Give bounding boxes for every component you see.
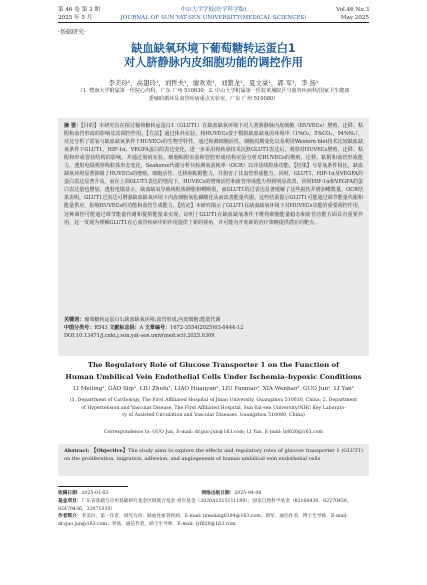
keywords-cn <box>64 316 363 324</box>
article-id-label: 文章编号： <box>144 325 171 331</box>
paper-title-cn <box>58 42 369 70</box>
abstract-en <box>58 444 369 466</box>
keywords-cn-text: 葡萄糖转运蛋白1;缺血缺氧环境;血管形成;内皮细胞;能量代谢 <box>84 317 221 323</box>
title-cn-line2: 对人脐静脉内皮细胞功能的调控作用 <box>123 56 303 69</box>
authors-cn: 李美玲¹，高翅玲¹，刘哲夫¹，廖欢欢¹，刘繁龙²，夏文豪¹，郭 军¹，李 扬¹ <box>108 79 319 87</box>
header-vol-no: Vol.46 No.3 <box>336 7 369 13</box>
header-month-year: May 2025 <box>340 15 369 21</box>
doi-line: DOI:10.13471/j.cnki.j.sun.yat-sen.univ(med.sci).2025.0309 <box>64 333 215 339</box>
fund-text: 广东省基础与应用基础研究基金区域联合基金-青年基金（2020A1515111199）；国家自然科学基金（82100430，82270456，82470436，32071335） <box>58 498 352 512</box>
abstract-cn-box <box>58 118 369 356</box>
dates-row <box>58 490 369 498</box>
affiliation-en <box>64 397 363 420</box>
abstract-en-label: Abstract: <box>64 448 90 454</box>
affiliation-en-line1: (1. Department of Cardiology, The First Affiliated Hospital of Jinan University, Guangzhou 510630, China; 2. Department <box>69 398 358 403</box>
header-volume-en <box>336 6 369 22</box>
header-journal-en: JOURNAL OF SUN YAT-SEN UNIVERSITY(MEDICAL SCIENCES) <box>120 15 307 21</box>
header-journal <box>58 6 369 22</box>
footnote-rule <box>58 486 128 487</box>
abstract-cn-text: 【目的】本研究旨在探讨葡萄糖转运蛋白1（GLUT1）在缺血缺氧环境下对人类脐静脉内皮细胞（HUVECs）增殖、迁移、粘附和血管形成的影响及其调控作用。【方法】通过体外实验，将HUVECs置于模拟缺血缺氧的环境中（1%O₂，5%CO₂，94%N₂），对比分析了常氧与缺血缺氧条件下HUVECs的生物学特性，通过检测细胞活性、细胞周期变化以及利用Western blot技术比较缺血缺氧条件下GLUT1、HIF-1α、VEGFA蛋白的表达变化，进一步采用将转染技术沉默GLUT1表达后，观察对HUVECs增殖、迁移、粘附和形成管状结构的影响，并通过划痕实验、细胞粘附实验和管腔形成结构实验分析对HUVECs的增殖、迁移、粘附和血管形成能力，透射电镜观察线粒体形态变化，Seahorse代谢分析仪检测氧消耗率（OCR）以评估线粒体功能。【结果】与常氧条件相比，缺血缺氧环境显著抑制了HUVECs的增殖、细胞活性、迁移和粘附能力，并损害了其血管形成能力。同时，GLUT1、HIF-1α及VEGFA的蛋白表达显著升高。而在上调GLUT1表达的情况下，HUVECs的增殖活性和血管形成能力得到明显改善，同时HIF-1α和VEGFA的蛋白表达量也增加。透射电镜显示，缺血缺氧导致线粒体肿胀和嵴断裂，而GLUT1的过表达显著缓解了这些损伤并增加嵴数量。OCR结果表明，GLUT1过表达可增强缺血缺氧环境下内皮细胞氧化磷酸化从而改善能量代谢。这些结果提示GLUT1可能通过调节能量代谢和能量供应，影响HUVECs的功能和血管生成能力。【结论】本研究揭示了GLUT1在缺血缺氧环境下对HUVECs功能的重要调控作用，这种调控可能通过调节能量代谢和提供能量来实现，证明了GLUT1在缺血缺氧条件下维持细胞能量稳态和血管功能方面具有重要作用，这一发现为理解GLUT1在心血管疾病中的作用提供了新的视角，并可能为开发新的治疗策略提供潜在的靶点。 <box>64 123 363 226</box>
abstract-cn-label: 摘 要： <box>64 123 82 129</box>
clc-label: 中图分类号： <box>64 325 95 331</box>
affiliation-en-line2: of Hypertension and Vascular Disease, The First Affiliated Hospital, Sun Yat-sen University/NHC Key Laborato- <box>81 405 346 411</box>
received-date: 2025-01-02 <box>81 491 109 496</box>
affiliation-en-line3: ry of Assisted Circulation and Vascular Diseases, Guangzhou 510080, China) <box>122 413 305 419</box>
abstract-en-objective-label: 【Objective】 <box>91 448 128 454</box>
title-en-line2: Human Umbilical Vein Endothelial Cells Under Ischemia–hypoxic Conditions <box>65 373 362 381</box>
title-cn-line1: 缺血缺氧环境下葡萄糖转运蛋白1 <box>131 42 296 55</box>
published-label: 网络出版日期： <box>201 491 235 496</box>
keywords-cn-label: 关键词： <box>64 317 85 323</box>
bio-row <box>58 513 369 529</box>
abstract-en-box <box>58 444 369 476</box>
paper-title-en <box>58 359 369 383</box>
published-date: 2025-04-08 <box>234 491 262 496</box>
classification-line <box>64 324 363 332</box>
clc-value: R543 <box>94 325 108 331</box>
fund-row <box>58 498 369 514</box>
received-label: 收稿日期： <box>58 491 82 496</box>
title-en-line1: The Regulatory Role of Glucose Transporter 1 on the Function of <box>87 361 340 369</box>
header-journal-cn: 中山大学学报(医学科学版) <box>180 7 247 13</box>
bio-text: 李美玲，第一作者，研究方向：缺血性血管疾病，E-mail: limeiling0194@163.com；郭军，通信作者，博士生导师，E-mail: dr.guo.jun@163.com；李扬，通信作者，硕士生导师，E-mail: lyf620@163.com <box>58 514 348 528</box>
article-id-value: 1672-3554(2025)03-0444-12 <box>170 325 244 331</box>
header-rule <box>58 22 369 23</box>
doc-code-label: 文献标志码： <box>109 325 140 331</box>
abstract-en-text: The study aims to explore the effects and regulatory roles of glucose transporter 1 (GLUT1) on the proliferation, migration, adhesion, and angiogenesis of human umbilical vein endothelial cells <box>64 448 363 462</box>
footnotes <box>58 490 369 529</box>
header-date: 2025 年 5 月 <box>58 15 93 21</box>
bio-label: 作者简介： <box>58 514 82 520</box>
section-label: ·基础研究· <box>58 29 86 36</box>
affiliation-cn-line1: （1. 暨南大学附属第一医院心内科，广东 广州 510630；2. 中山大学附属第一医院黄埔院区与血管疾病科/国家卫生健康 <box>77 88 350 94</box>
doc-code-value: A <box>139 325 144 331</box>
fund-label: 基金项目： <box>58 498 82 504</box>
correspondence-en: Correspondence to: GUO Jun, E-mail: dr.guo.jun@163.com; LI Yan, E-mail: lyf620@163.com <box>104 430 323 435</box>
authors-en: LI Meiling¹, GAO Siqi¹, LIU Zhefu¹, LIAO Huanyan¹, LIU Fanmao², XIA Wenhao², GUO Jun¹, LI Yan¹ <box>73 386 354 392</box>
header-volume: 第 46 卷 第 3 期 <box>58 7 100 13</box>
affiliation-cn-line2: 委辅助循环及血管疾病重点实验室，广东 广州 510080） <box>148 95 279 102</box>
abstract-cn <box>64 122 363 227</box>
affiliation-cn <box>70 88 357 104</box>
